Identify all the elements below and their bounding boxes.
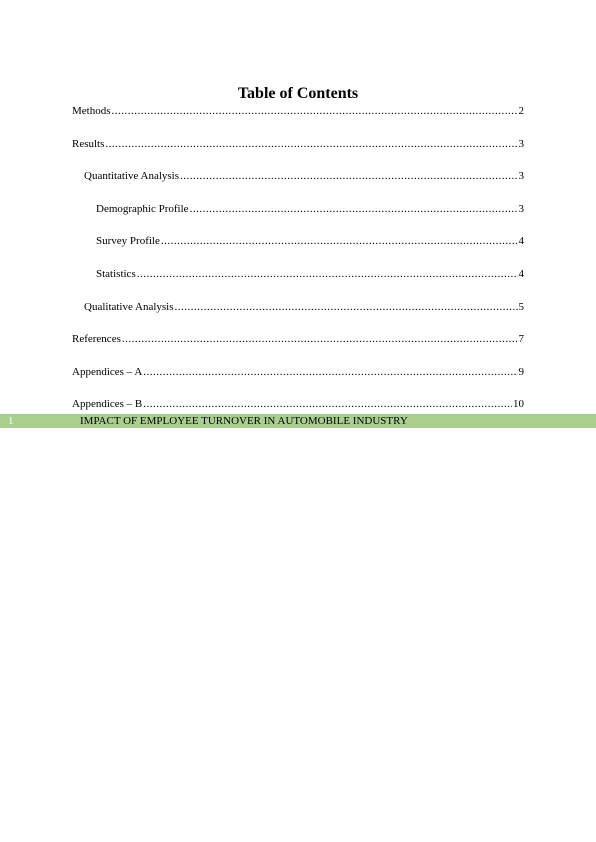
toc-dot-leader [105, 135, 517, 153]
toc-entry-results[interactable] [72, 135, 524, 168]
toc-entry-label: Results [72, 137, 105, 150]
toc-entry-demographic-profile[interactable] [72, 200, 524, 233]
toc-dot-leader [175, 298, 518, 316]
toc-entry-page: 3 [518, 202, 524, 215]
toc-entry-statistics[interactable] [72, 265, 524, 298]
toc-entry-page: 5 [518, 300, 524, 313]
toc-dot-leader [143, 395, 512, 413]
toc-entry-quantitative-analysis[interactable] [72, 167, 524, 200]
toc-title: Table of Contents [237, 85, 359, 102]
toc-entry-label: Qualitative Analysis [84, 300, 174, 313]
toc-entry-survey-profile[interactable] [72, 232, 524, 265]
toc-entry-qualitative-analysis[interactable] [72, 298, 524, 331]
toc-list [72, 102, 524, 428]
toc-entry-page: 3 [518, 137, 524, 150]
toc-dot-leader [137, 265, 518, 283]
toc-dot-leader [122, 330, 518, 348]
toc-entry-page: 3 [518, 170, 524, 183]
toc-dot-leader [190, 200, 518, 218]
page-number: 1 [8, 415, 14, 427]
toc-entry-page: 4 [518, 235, 524, 248]
toc-entry-methods[interactable] [72, 102, 524, 135]
toc-entry-appendices-a[interactable] [72, 363, 524, 396]
toc-entry-page: 7 [518, 333, 524, 346]
toc-entry-page: 4 [518, 267, 524, 280]
toc-entry-label: Appendices – A [72, 365, 143, 378]
toc-entry-references[interactable] [72, 330, 524, 363]
toc-entry-label: Methods [72, 105, 111, 117]
toc-entry-page: 9 [518, 365, 524, 378]
toc-entry-label: Survey Profile [96, 235, 160, 248]
toc-entry-page: 2 [518, 105, 524, 117]
page-footer-bar [0, 414, 596, 428]
toc-dot-leader [143, 363, 517, 381]
toc-entry-page: 10 [513, 398, 524, 411]
toc-entry-label: Demographic Profile [96, 202, 189, 215]
toc-dot-leader [112, 102, 518, 120]
running-title: IMPACT OF EMPLOYEE TURNOVER IN AUTOMOBILE INDUSTRY [80, 415, 408, 427]
toc-dot-leader [180, 167, 517, 185]
toc-entry-label: References [72, 333, 121, 346]
toc-entry-label: Quantitative Analysis [84, 170, 180, 183]
toc-entry-label: Appendices – B [72, 398, 143, 411]
toc-entry-label: Statistics [96, 267, 136, 280]
toc-dot-leader [161, 232, 518, 250]
